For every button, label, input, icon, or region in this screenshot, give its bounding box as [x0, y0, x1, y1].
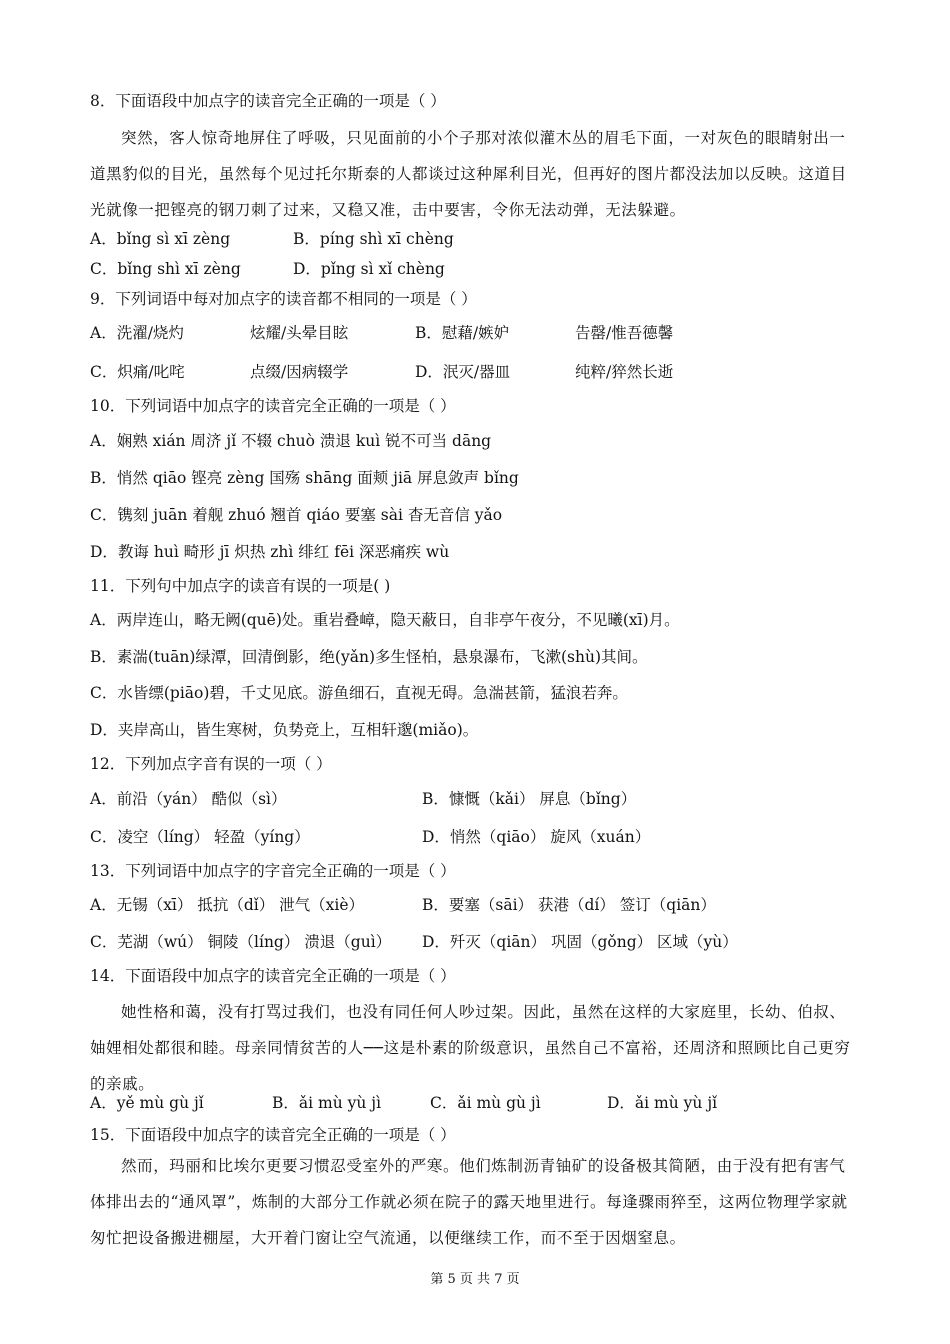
q11-option-d: D．夹岸高山，皆生寒树，负势竞上，互相轩邈(miǎo)。 [90, 721, 479, 739]
question-10-stem: 10．下列词语中加点字的读音完全正确的一项是（ ） [90, 397, 456, 415]
q14-option-a: A．yě mù gù jǐ [90, 1094, 204, 1112]
question-8-passage: 突然，客人惊奇地屏住了呼吸，只见面前的小个子那对浓似灌木丛的眉毛下面，一对灰色的眼睛射出一道黑豹似的目光，虽然每个见过托尔斯泰的人都谈过这种犀利目光，但再好的图片都没法加以反映。这道目光就像一把铿亮的钢刀刺了过来，又稳又准，击中要害，令你无法动弹，无法躲避。 [90, 129, 847, 219]
question-8-stem: 8．下面语段中加点字的读音完全正确的一项是（ ） [90, 92, 446, 110]
q9-option-a: A．洗濯/烧灼 [90, 324, 184, 342]
q9-option-a-2: 炫耀/头晕目眩 [250, 324, 349, 342]
question-13-stem: 13．下列词语中加点字的字音完全正确的一项是（ ） [90, 862, 456, 880]
page-footer: 第 5 页 共 7 页 [430, 1272, 520, 1287]
q8-option-c: C．bǐng shì xī zèng [90, 260, 241, 278]
q13-option-d: D．歼灭（qiān） 巩固（gǒng） 区域（yù） [422, 933, 738, 951]
q9-option-d: D．泯灭/器皿 [415, 363, 511, 381]
q9-option-b-2: 告罄/惟吾德馨 [575, 324, 674, 342]
q12-option-b: B．慷慨（kǎi） 屏息（bǐng） [422, 790, 637, 808]
q11-option-b: B．素湍(tuān)绿潭，回清倒影，绝(yǎn)多生怪柏，悬泉瀑布，飞漱(shù)其间。 [90, 648, 648, 666]
question-11-stem: 11．下列句中加点字的读音有误的一项是( ) [90, 577, 391, 595]
q8-option-d: D．pǐng sì xǐ chèng [293, 260, 445, 278]
q12-option-d: D．悄然（qiāo） 旋风（xuán） [422, 828, 651, 846]
question-9-stem: 9．下列词语中每对加点字的读音都不相同的一项是（ ） [90, 290, 477, 308]
q10-option-c: C．镌刻 juān 着舰 zhuó 翘首 qiáo 要塞 sài 杳无音信 yǎo [90, 506, 503, 524]
q13-option-b: B．要塞（sāi） 获港（dí） 签订（qiān） [422, 896, 716, 914]
question-15-stem: 15．下面语段中加点字的读音完全正确的一项是（ ） [90, 1126, 456, 1144]
q11-option-a: A．两岸连山，略无阙(quē)处。重岩叠嶂，隐天蔽日，自非亭午夜分，不见曦(xī)月。 [90, 611, 680, 629]
question-12-stem: 12．下列加点字音有误的一项（ ） [90, 755, 332, 773]
q9-option-c: C．炽痛/叱咤 [90, 363, 185, 381]
q14-option-d: D．ǎi mù yù jǐ [607, 1094, 718, 1112]
q10-option-b: B．悄然 qiāo 铿亮 zèng 国殇 shāng 面颊 jiā 屏息敛声 bǐng [90, 469, 519, 487]
question-15-passage: 然而，玛丽和比埃尔更要习惯忍受室外的严寒。他们炼制沥青铀矿的设备极其简陋，由于没有把有害气体排出去的“通风罩”，炼制的大部分工作就必须在院子的露天地里进行。每逢骤雨猝至，这两位物理学家就匆忙把设备搬进棚屋，大开着门窗让空气流通，以便继续工作，而不至于因烟窒息。 [90, 1157, 848, 1247]
q11-option-c: C．水皆缥(piāo)碧，千丈见底。游鱼细石，直视无碍。急湍甚箭，猛浪若奔。 [90, 684, 628, 702]
q10-option-a: A．娴熟 xián 周济 jǐ 不辍 chuò 溃退 kuì 锐不可当 dāng [90, 432, 492, 450]
q14-option-c: C．ǎi mù gù jì [430, 1094, 541, 1112]
q14-option-b: B．ǎi mù yù jì [272, 1094, 382, 1112]
question-14-stem: 14．下面语段中加点字的读音完全正确的一项是（ ） [90, 967, 456, 985]
q12-option-a: A．前沿（yán） 酷似（sì） [90, 790, 287, 808]
question-14-passage: 她性格和蔼，没有打骂过我们，也没有同任何人吵过架。因此，虽然在这样的大家庭里，长幼、伯叔、妯娌相处都很和睦。母亲同情贫苦的人──这是朴素的阶级意识，虽然自己不富裕，还周济和照顾比自己更穷的亲戚。 [90, 1003, 851, 1093]
q10-option-d: D．教诲 huì 畸形 jī 炽热 zhì 绯红 fēi 深恶痛疾 wù [90, 543, 450, 561]
q8-option-a: A．bǐng sì xī zèng [90, 230, 231, 248]
q8-option-b: B．píng shì xī chèng [293, 230, 454, 248]
q9-option-b: B．慰藉/嫉妒 [415, 324, 510, 342]
q13-option-a: A．无锡（xī） 抵抗（dǐ） 泄气（xiè） [90, 896, 364, 914]
q12-option-c: C．凌空（líng） 轻盈（yíng） [90, 828, 310, 846]
q13-option-c: C．芜湖（wú） 铜陵（líng） 溃退（guì） [90, 933, 392, 951]
q9-option-c-2: 点缀/因病辍学 [250, 363, 349, 381]
q9-option-d-2: 纯粹/猝然长逝 [575, 363, 674, 381]
